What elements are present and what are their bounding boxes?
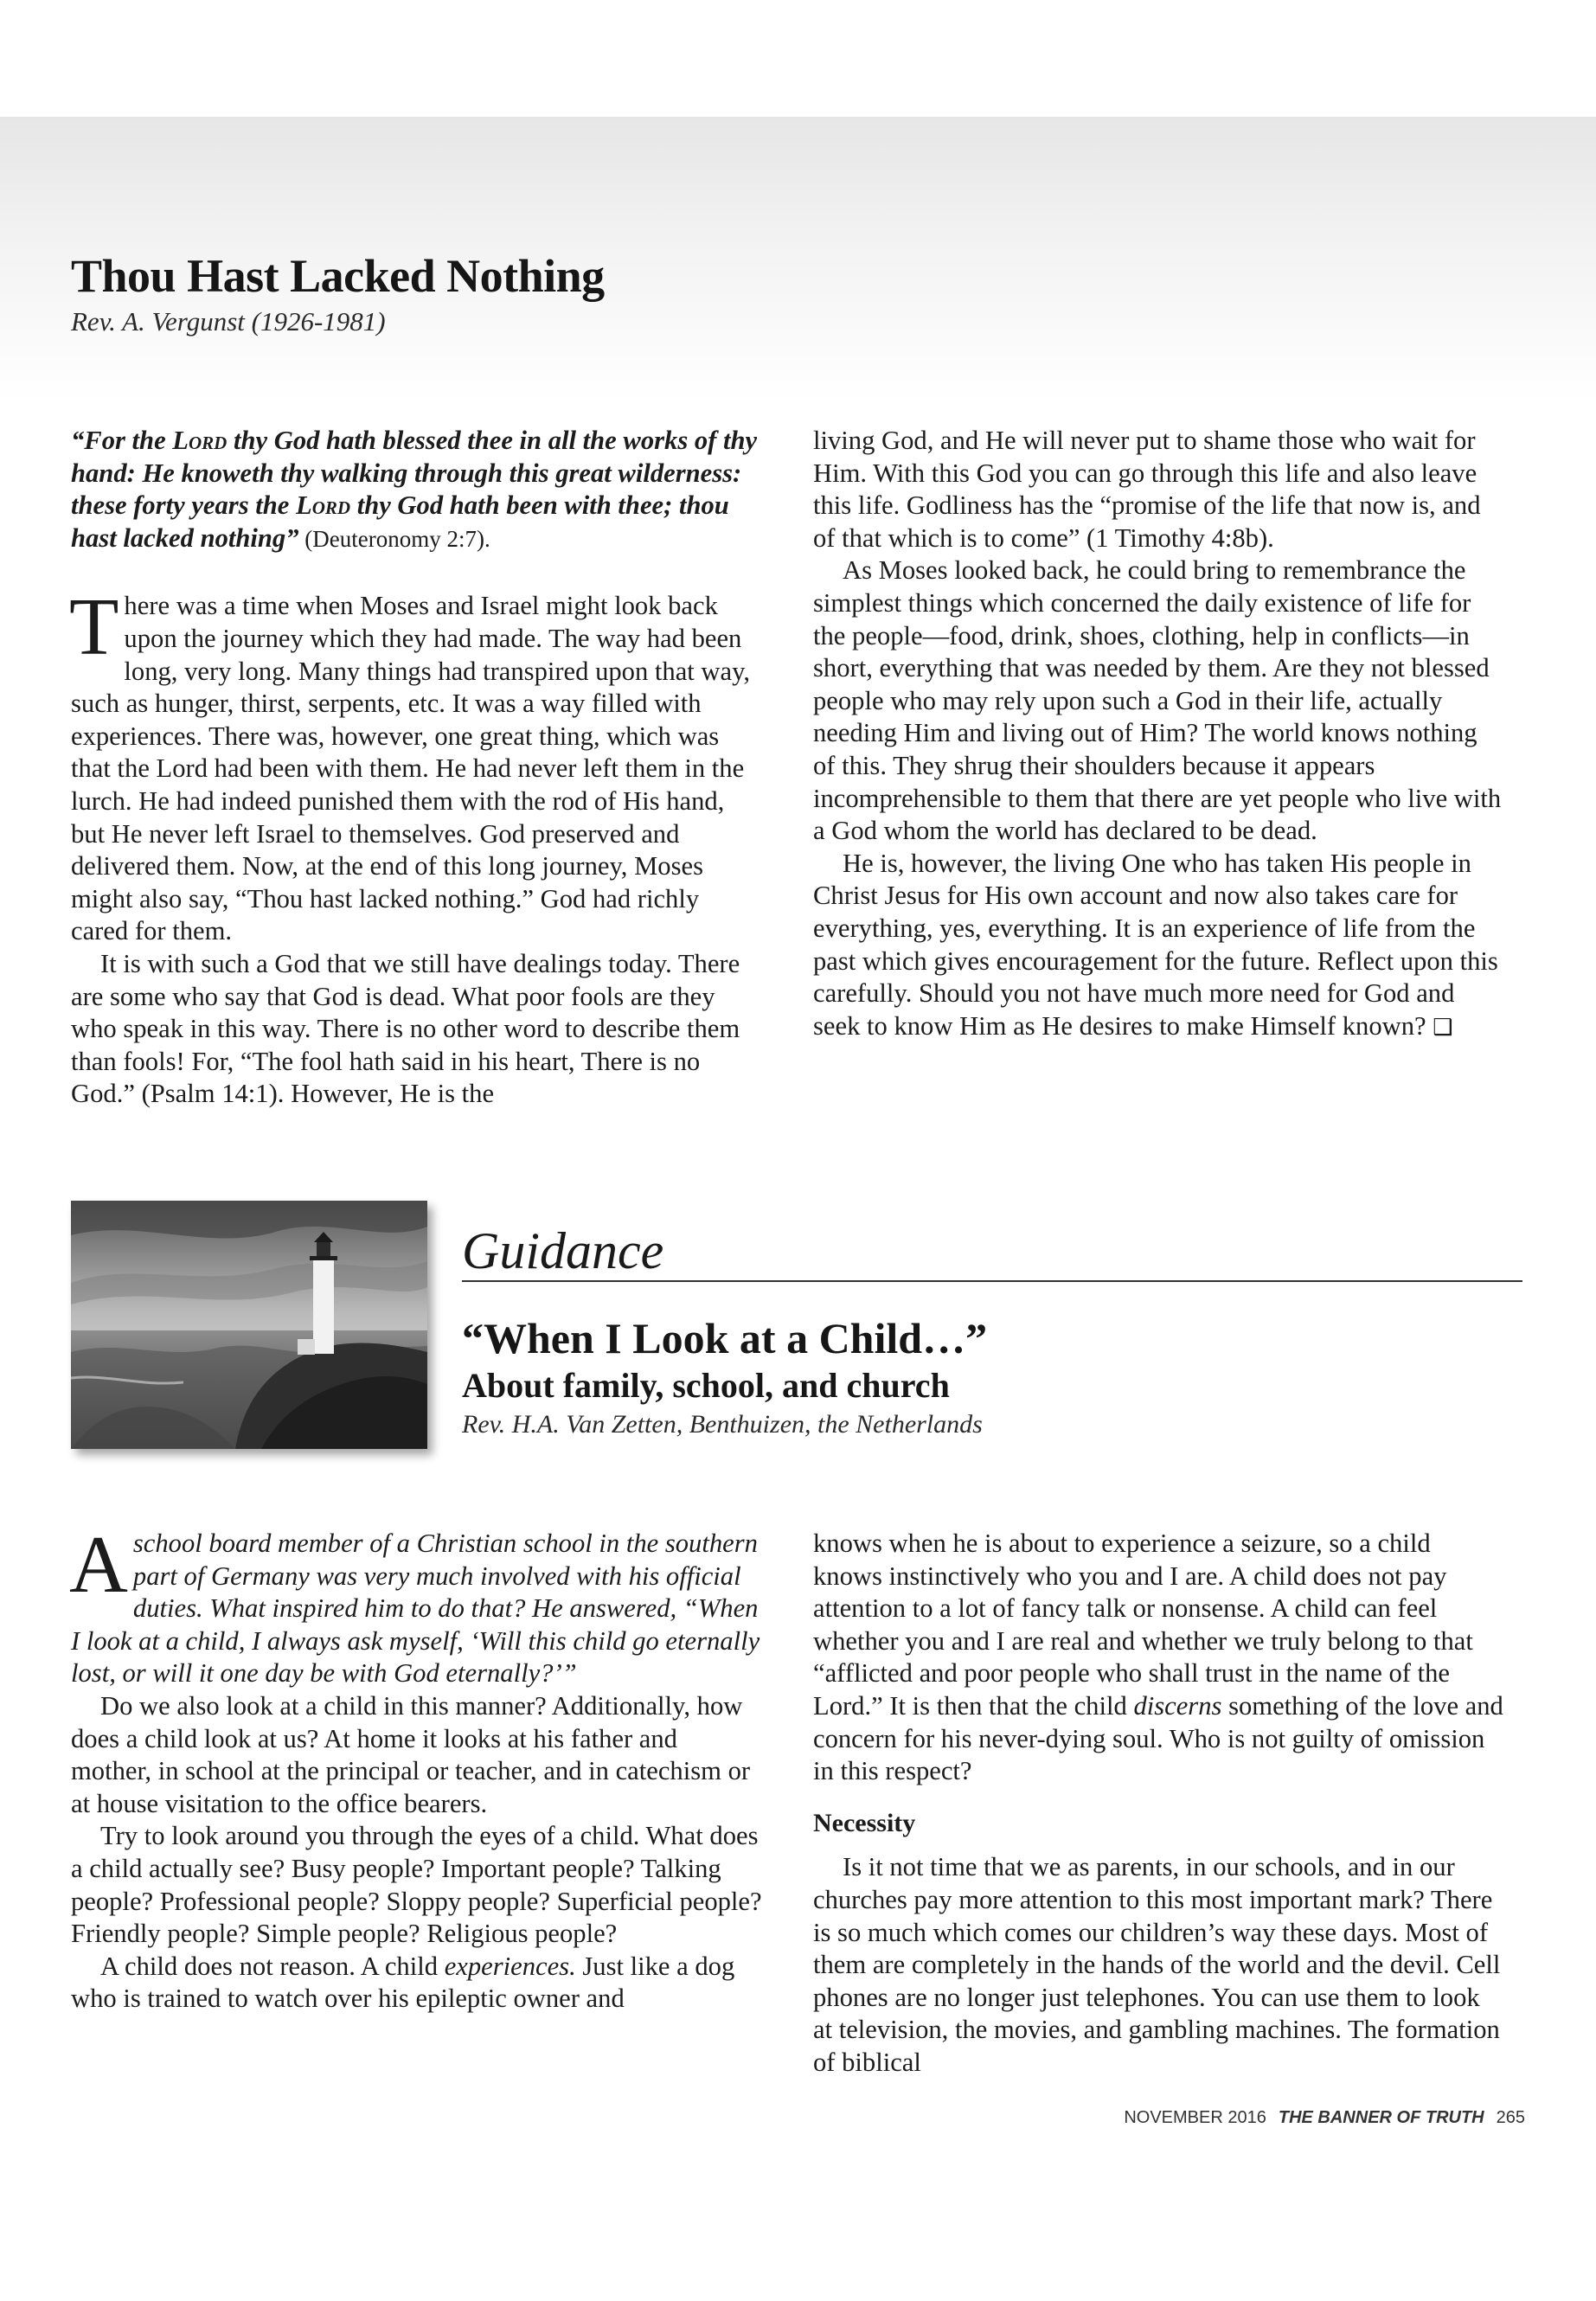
issue-date: NOVEMBER 2016 [1124, 2108, 1266, 2127]
article1-left-column [71, 425, 763, 1111]
article-title: Thou Hast Lacked Nothing [71, 250, 605, 302]
scripture-epigraph: “For the Lord thy God hath blessed thee in all the works of thy hand: He knoweth thy walking through this great wilderness: these forty years the Lord thy God hath been with thee; thou hast lacked nothing” (Deuteronomy 2:7). [71, 426, 758, 553]
end-of-article-mark: ❑ [1433, 1014, 1453, 1041]
body-paragraph: A child does not reason. A child experiences. Just like a dog who is trained to watch over his epileptic owner and [71, 1951, 735, 2014]
article2-right-column [813, 1528, 1505, 2080]
body-paragraph: Do we also look at a child in this manner? Additionally, how does a child look at us? At home it looks at his father and mother, in school at the principal or teacher, and in catechism or at house visitation to the office bearers. [71, 1690, 751, 1818]
body-paragraph: Is it not time that we as parents, in our schools, and in our churches pay more attention to this most important mark? There is so much which comes our children’s way these days. Most of them are completely in the hands of the world and the devil. Cell phones are no longer just telephones. You can use them to look at television, the movies, and gambling machines. The formation of biblical [813, 1852, 1501, 2077]
article-subtitle: About family, school, and church [462, 1366, 950, 1405]
intro-paragraph: A school board member of a Christian school in the southern part of Germany was very much involved with his official duties. What inspired him to do that? He answered, “When I look at a child, I always ask myself, ‘Will this child go eternally lost, or will it one day be with God eternally?’” [69, 1520, 760, 1689]
page-number: 265 [1496, 2108, 1525, 2127]
article-title: “When I Look at a Child…” [462, 1314, 988, 1362]
subheading: Necessity [813, 1808, 916, 1837]
body-paragraph: living God, and He will never put to shame those who wait for Him. With this God you can go through this life and also leave this life. Godliness has the “promise of the life that now is, and of that which is to come” (1 Timothy 4:8b). [813, 426, 1481, 553]
body-paragraph: Try to look around you through the eyes of a child. What does a child actually see? Busy people? Important people? Talking people? Professional people? Sloppy people? Superficial people? Friendly people? Simple people? Religious people? [71, 1821, 762, 1949]
lighthouse-photo [71, 1201, 427, 1449]
body-paragraph: knows when he is about to experience a seizure, so a child knows instinctively who you and I are. A child does not pay attention to a lot of fancy talk or nonsense. A child can feel whether you and I are real and whether we truly belong to that “afflicted and poor people who shall trust in the name of the Lord.” It is then that the child discerns something of the love and concern for his never-dying soul. Who is not guilty of omission in this respect? [813, 1529, 1503, 1786]
article1-right-column [813, 425, 1505, 1044]
article-author: Rev. A. Vergunst (1926-1981) [71, 306, 386, 336]
section-rule [462, 1280, 1522, 1282]
page-footer [1124, 2108, 1525, 2128]
article2-left-column [69, 1520, 763, 2016]
body-paragraph: It is with such a God that we still have dealings today. There are some who say that God is dead. What poor fools are they who speak in this way. There is no other word to describe them than fools! For, “The fool hath said in his heart, There is no God.” (Psalm 14:1). However, He is the [71, 948, 740, 1109]
article-author: Rev. H.A. Van Zetten, Benthuizen, the Netherlands [462, 1410, 983, 1439]
scripture-reference: (Deuteronomy 2:7). [298, 525, 490, 552]
body-paragraph: As Moses looked back, he could bring to remembrance the simplest things which concerned the daily existence of life for the people—food, drink, shoes, clothing, help in conflicts—in short, everything that was needed by them. Are they not blessed people who may rely upon such a God in their life, actually needing Him and living out of Him? The world knows nothing of this. They shrug their shoulders because it appears incomprehensible to them that there are yet people who live with a God whom the world has declared to be dead. [813, 555, 1502, 846]
section-heading: Guidance [462, 1222, 664, 1279]
body-paragraph: He is, however, the living One who has taken His people in Christ Jesus for His own account and now also takes care for everything, yes, everything. It is an experience of life from the past which gives encouragement for the future. Reflect upon this carefully. Should you not have much more need for God and seek to know Him as He desires to make Himself known? ❑ [813, 848, 1498, 1041]
drop-cap: T [69, 582, 119, 673]
body-paragraph: There was a time when Moses and Israel might look back upon the journey which they had made. The way had been long, very long. Many things had transpired upon that way, such as hunger, thirst, serpents, etc. It was a way filled with experiences. There was, however, one great thing, which was that the Lord had been with them. He had never left them in the lurch. He had indeed punished them with the rod of His hand, but He never left Israel to themselves. God preserved and delivered them. Now, at the end of this long journey, Moses might also say, “Thou hast lacked nothing.” God had richly cared for them. [69, 582, 751, 946]
publication-name: THE BANNER OF TRUTH [1278, 2108, 1484, 2127]
drop-cap: A [69, 1520, 128, 1610]
